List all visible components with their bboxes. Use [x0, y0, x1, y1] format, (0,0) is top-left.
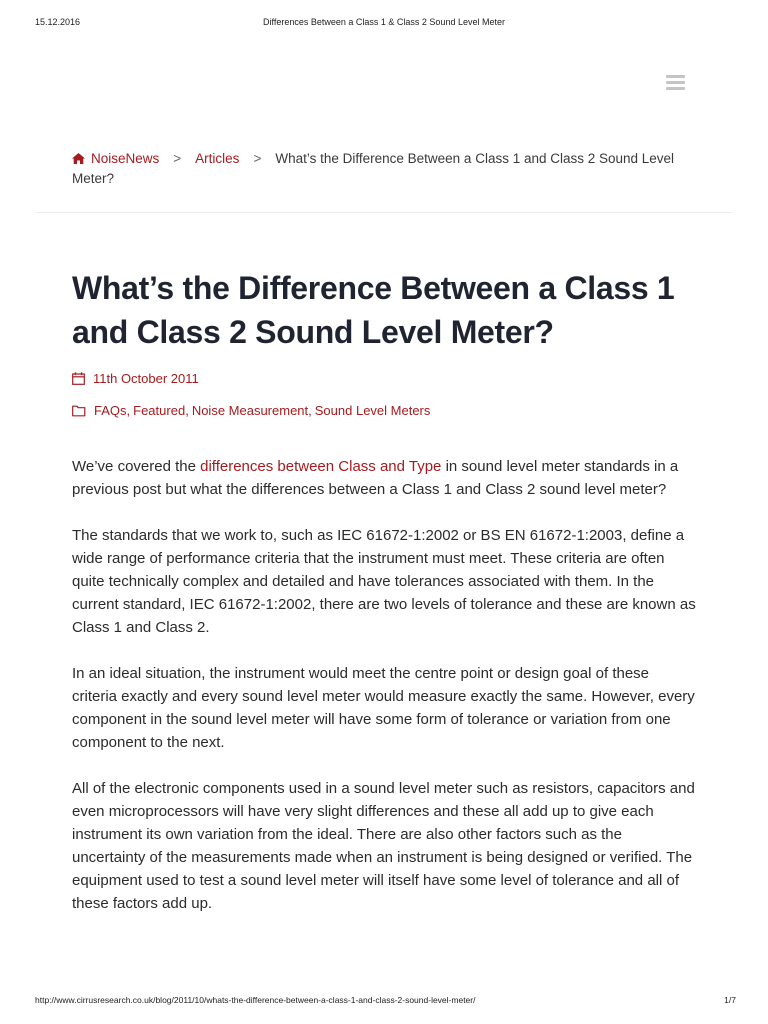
breadcrumb [72, 149, 702, 189]
class-and-type-link[interactable]: differences between Class and Type [200, 458, 442, 475]
category-separator: , [185, 403, 189, 418]
breadcrumb-articles-link[interactable]: Articles [195, 151, 240, 166]
breadcrumb-separator: > [173, 151, 182, 166]
print-page-number: 1/7 [724, 995, 736, 1005]
hamburger-menu-icon[interactable] [666, 75, 685, 90]
breadcrumb-separator: > [253, 151, 262, 166]
category-faqs-link[interactable]: FAQs [94, 403, 127, 418]
print-footer [0, 995, 768, 1009]
post-date-row [72, 370, 199, 388]
paragraph-3: In an ideal situation, the instrument would meet the centre point or design goal of these criteria exactly and every sound level meter would measure exactly the same. However, every component in the sound level meter will have some form of tolerance or variation from one component to the next. [72, 665, 695, 751]
print-url: http://www.cirrusresearch.co.uk/blog/2011/10/whats-the-difference-between-a-class-1-and-class-2-sound-level-meter/ [35, 995, 476, 1005]
folder-icon [72, 405, 86, 417]
home-icon [72, 153, 85, 164]
paragraph-4: All of the electronic components used in a sound level meter such as resistors, capacitors and even microprocessors will have very slight differences and these all add up to give each instrument its own variation from the ideal. There are also other factors such as the uncertainty of the measurements made when an instrument is being designed or verified. The equipment used to test a sound level meter will itself have some level of tolerance and all of these factors add up. [72, 780, 695, 912]
category-featured-link[interactable]: Featured [133, 403, 186, 418]
post-date-link[interactable]: 11th October 2011 [93, 371, 199, 386]
print-header [0, 17, 768, 31]
paragraph-1-text-end: in sound level meter standards in a previous post but what the differences between a Class 1 and Class 2 sound level meter? [72, 458, 679, 498]
menu-bar [666, 81, 685, 84]
category-sound-level-meters-link[interactable]: Sound Level Meters [314, 403, 431, 418]
paragraph-1 [72, 455, 697, 501]
breadcrumb-current: What’s the Difference Between a Class 1 and Class 2 Sound Level Meter? [72, 151, 675, 186]
menu-bar [666, 75, 685, 78]
header-divider [36, 212, 732, 213]
post-title: What’s the Difference Between a Class 1 and Class 2 Sound Level Meter? [72, 270, 675, 350]
print-page-title: Differences Between a Class 1 & Class 2 Sound Level Meter [263, 17, 505, 27]
breadcrumb-home-link[interactable]: NoiseNews [91, 151, 160, 166]
menu-bar [666, 87, 685, 90]
category-noise-measurement-link[interactable]: Noise Measurement [191, 403, 309, 418]
print-date: 15.12.2016 [35, 17, 81, 27]
paragraph-1-text-start: We’ve covered the [72, 458, 201, 475]
post-categories-row [72, 402, 430, 420]
article-body [72, 455, 697, 938]
category-separator: , [126, 403, 131, 418]
category-separator: , [308, 403, 312, 418]
paragraph-2: The standards that we work to, such as IEC 61672-1:2002 or BS EN 61672-1:2003, define a wide range of performance criteria that the instrument must meet. These criteria are often quite technically complex and detailed and have tolerances associated with them. In the current standard, IEC 61672-1:2002, there are two levels of tolerance and these are known as Class 1 and Class 2. [72, 527, 696, 636]
calendar-icon [72, 372, 85, 385]
